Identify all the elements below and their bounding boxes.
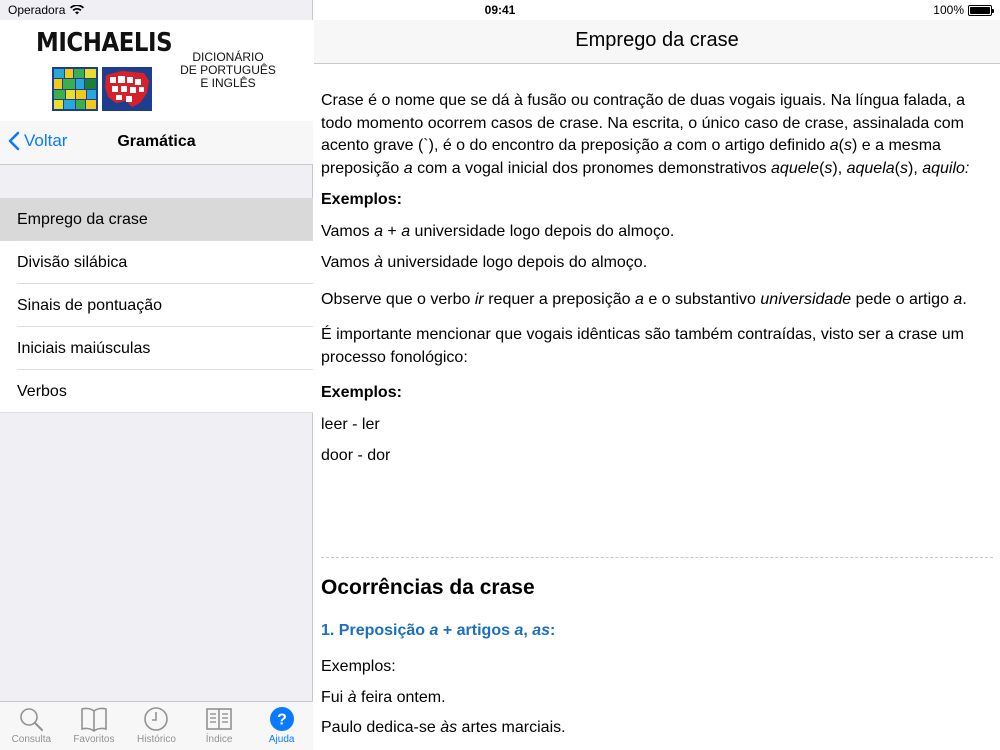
example-line: Vamos à universidade logo depois do almoço. xyxy=(321,254,648,271)
battery-percent: 100% xyxy=(933,3,964,17)
logo-subtitle-line: DE PORTUGUÊS xyxy=(180,63,276,77)
battery-icon xyxy=(968,5,992,16)
example-line: leer - ler xyxy=(321,415,380,433)
example-line: Fui à feira ontem. xyxy=(321,688,446,706)
svg-text:?: ? xyxy=(276,711,287,729)
example-line: Paulo dedica-se às artes marciais. xyxy=(321,719,566,736)
tab-label: Índice xyxy=(205,734,233,745)
tab-bar xyxy=(0,701,313,750)
help-icon xyxy=(269,706,295,732)
tab-label: Favoritos xyxy=(73,734,115,745)
list-item-label: Emprego da crase xyxy=(17,210,148,228)
tab-favoritos[interactable] xyxy=(63,702,126,750)
logo-subtitle-line: DICIONÁRIO xyxy=(192,50,264,64)
intro-paragraph: Crase é o nome que se dá à fusão ou contração de duas vogais iguais. Na língua falada, a todo momento ocorrem casos de crase. Na escrita, o único caso de crase, assinalada com acento grave (`), é o do encontro da preposição a com o artigo definido a(s) e a mesma preposição a com a vogal inicial dos pronomes demonstrativos aquele(s), aquela(s), aquilo: xyxy=(321,92,970,177)
article-body xyxy=(321,90,981,477)
list-item-label: Sinais de pontuação xyxy=(17,296,162,314)
example-line: Vamos a + a universidade logo depois do almoço. xyxy=(321,222,675,240)
clock-icon xyxy=(143,706,169,732)
sidebar xyxy=(0,0,313,750)
tab-label: Consulta xyxy=(11,734,52,745)
occurrences-section xyxy=(321,577,981,748)
important-paragraph: É importante mencionar que vogais idênticas são também contraídas, visto ser a crase um processo fonológico: xyxy=(321,326,964,366)
example-line: door - dor xyxy=(321,447,391,464)
examples-heading: Exemplos: xyxy=(321,384,402,401)
sidebar-item-emprego-da-crase[interactable] xyxy=(0,198,313,241)
list-item-label: Iniciais maiúsculas xyxy=(17,339,151,357)
sidebar-item-verbos[interactable] xyxy=(0,370,313,413)
logo-flag-icon xyxy=(52,67,152,111)
logo xyxy=(0,20,313,121)
observe-paragraph: Observe que o verbo ir requer a preposição a e o substantivo universidade pede o artigo a. xyxy=(321,290,967,308)
list-item-label: Divisão silábica xyxy=(17,253,128,271)
logo-subtitle xyxy=(178,51,278,90)
logo-subtitle-line: E INGLÊS xyxy=(200,76,256,90)
sidebar-item-iniciais-maiusculas[interactable] xyxy=(0,327,313,370)
page-title: Emprego da crase xyxy=(575,29,739,51)
section-divider xyxy=(321,557,993,558)
sidebar-item-sinais-de-pontuacao[interactable] xyxy=(0,284,313,327)
tab-label: Ajuda xyxy=(268,734,295,745)
logo-wordmark: MICHAELIS xyxy=(36,28,173,58)
subsection-heading: 1. Preposição a + artigos a, as: xyxy=(321,621,556,639)
tab-ajuda[interactable] xyxy=(250,702,313,750)
carrier-label: Operadora xyxy=(8,3,66,17)
index-icon xyxy=(205,706,233,732)
tab-indice[interactable] xyxy=(188,702,251,750)
sidebar-title: Gramática xyxy=(117,133,196,150)
list-item-label: Verbos xyxy=(17,382,67,400)
battery-area xyxy=(933,3,992,17)
status-bar xyxy=(0,0,1000,20)
topic-list xyxy=(0,198,313,413)
section-heading: Ocorrências da crase xyxy=(321,576,535,599)
back-button-label: Voltar xyxy=(24,131,68,150)
examples-heading: Exemplos: xyxy=(321,191,402,208)
wifi-icon xyxy=(70,5,84,15)
book-icon xyxy=(80,706,108,732)
carrier-area xyxy=(8,3,84,17)
content-navbar xyxy=(314,20,1000,64)
tab-historico[interactable] xyxy=(125,702,188,750)
tab-label: Histórico xyxy=(137,734,176,745)
sidebar-navbar xyxy=(0,121,313,165)
search-icon xyxy=(18,706,44,732)
sidebar-item-divisao-silabica[interactable] xyxy=(0,241,313,284)
tab-consulta[interactable] xyxy=(0,702,63,750)
clock: 09:41 xyxy=(484,3,516,17)
examples-heading: Exemplos: xyxy=(321,658,396,675)
